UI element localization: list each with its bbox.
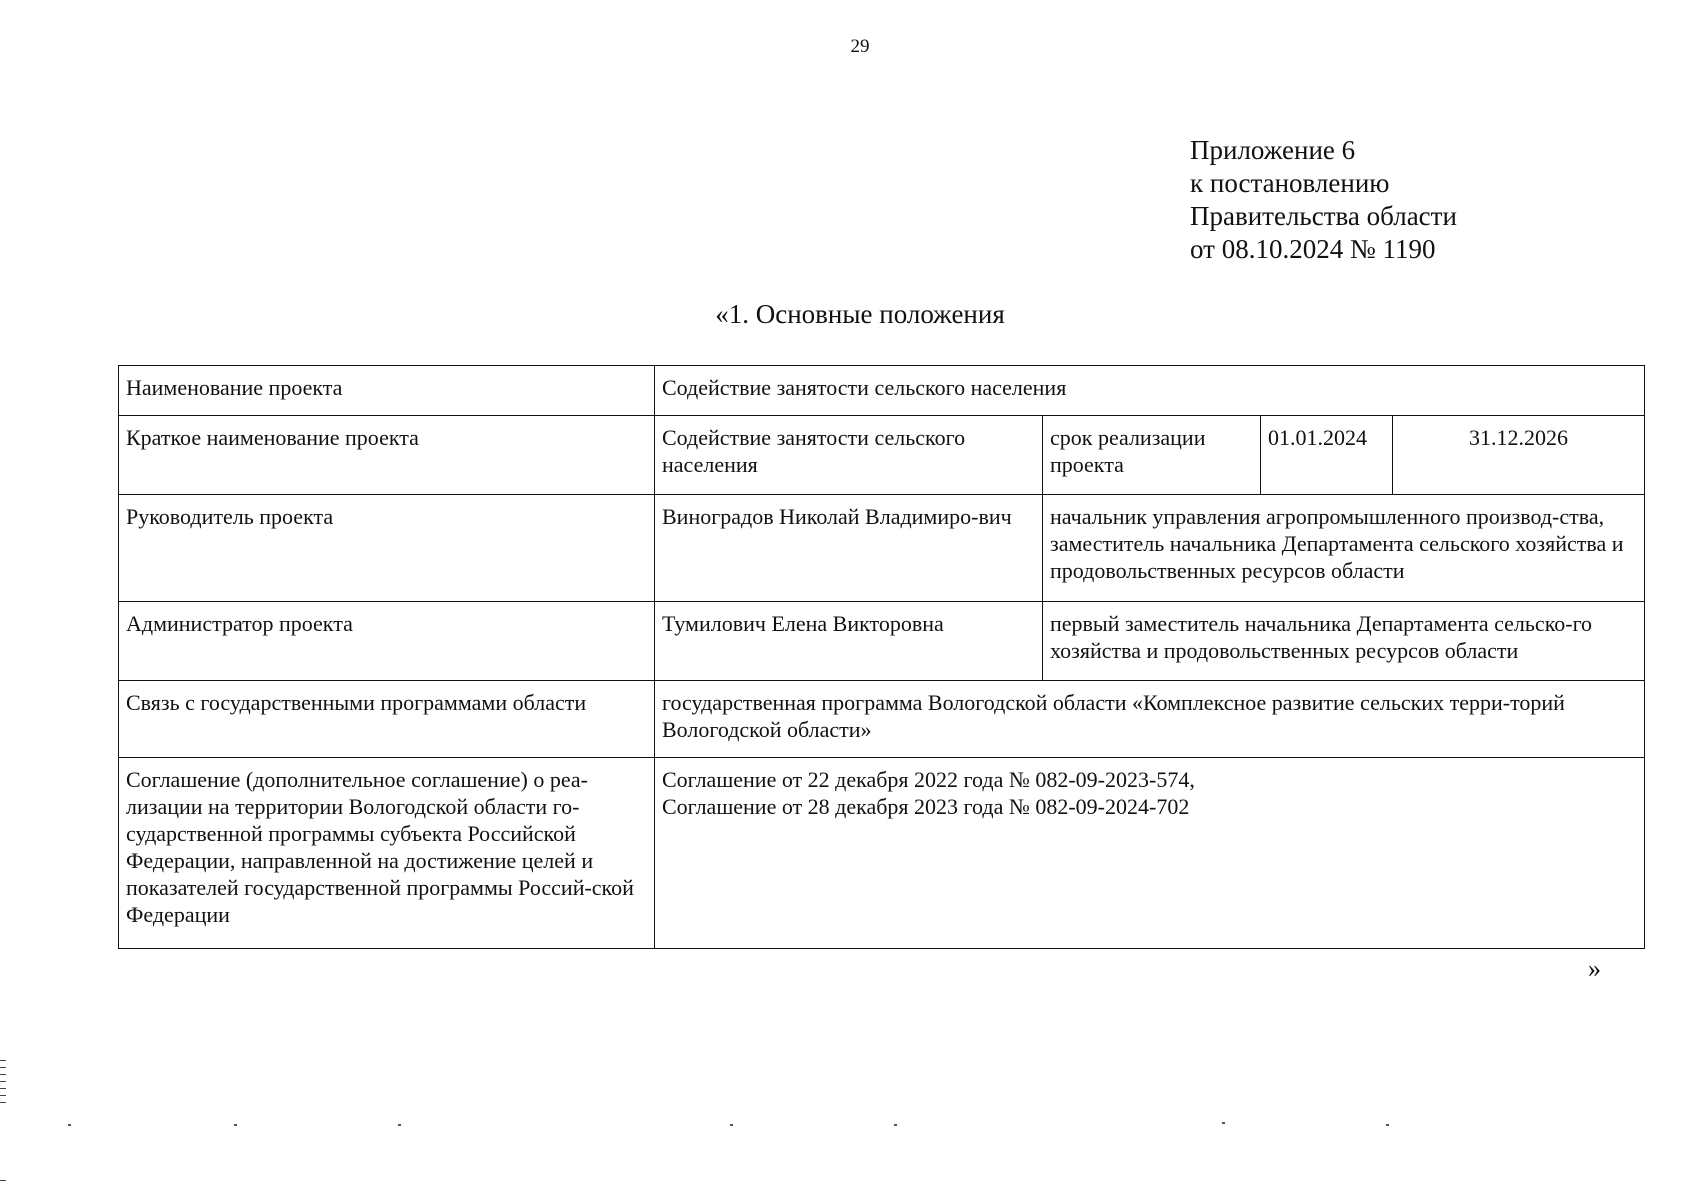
short-name-value: Содействие занятости сельского населения [655, 416, 1043, 495]
term-label: срок реализации проекта [1043, 416, 1261, 495]
scan-tick [0, 1081, 6, 1082]
scan-tick [0, 1074, 6, 1075]
project-head-position: начальник управления агропромышленного производ-ства, заместитель начальника Департамента сельского хозяйства и продовольственных ресурсов области [1043, 495, 1645, 602]
table-row-project-name [119, 366, 1645, 416]
project-head-label: Руководитель проекта [119, 495, 655, 602]
agreement-line: Соглашение от 28 декабря 2023 года № 082-09-2024-702 [662, 794, 1190, 819]
scan-dot [1222, 1122, 1225, 1124]
appendix-date-line: от 08.10.2024 № 1190 [1190, 234, 1436, 264]
scan-dot [398, 1124, 401, 1126]
scan-tick [0, 1067, 6, 1068]
appendix-line: Правительства области [1190, 201, 1457, 231]
table-row-state-programs [119, 681, 1645, 758]
scan-dot [1386, 1124, 1389, 1126]
project-admin-label: Администратор проекта [119, 602, 655, 681]
appendix-line: Приложение 6 [1190, 135, 1356, 165]
table-row-agreement [119, 758, 1645, 949]
project-admin-name: Тумилович Елена Викторовна [655, 602, 1043, 681]
state-programs-label: Связь с государственными программами области [119, 681, 655, 758]
scan-dot [730, 1124, 733, 1126]
section-title: «1. Основные положения [715, 299, 1005, 329]
scan-tick [0, 1060, 6, 1061]
scan-tick [0, 1102, 6, 1103]
start-date: 01.01.2024 [1261, 416, 1393, 495]
scan-dot [68, 1124, 71, 1126]
short-name-label: Краткое наименование проекта [119, 416, 655, 495]
project-table [118, 365, 1645, 949]
project-admin-position: первый заместитель начальника Департамента сельско-го хозяйства и продовольственных ресурсов области [1043, 602, 1645, 681]
page-number: 29 [850, 36, 870, 57]
agreement-label: Соглашение (дополнительное соглашение) о реа-лизации на территории Вологодской области го-сударственной программы субъекта Российской Федерации, направленной на достижение целей и показателей государственной программы Россий-ской Федерации [119, 758, 655, 949]
end-date: 31.12.2026 [1393, 416, 1645, 495]
state-programs-value: государственная программа Вологодской области «Комплексное развитие сельских терри-торий Вологодской области» [655, 681, 1645, 758]
table-row-project-admin [119, 602, 1645, 681]
table-row-project-head [119, 495, 1645, 602]
agreement-value [655, 758, 1645, 949]
agreement-line: Соглашение от 22 декабря 2022 года № 082-09-2023-574, [662, 767, 1195, 792]
project-head-name: Виноградов Николай Владимиро-вич [655, 495, 1043, 602]
project-name-value: Содействие занятости сельского населения [655, 366, 1645, 416]
appendix-block [1190, 134, 1457, 266]
scan-tick [0, 1088, 6, 1089]
appendix-line: к постановлению [1190, 168, 1390, 198]
scan-tick [0, 1095, 6, 1096]
scan-dot [234, 1124, 237, 1126]
scan-tick [0, 1180, 6, 1181]
scan-dot [894, 1124, 897, 1126]
table-row-short-name [119, 416, 1645, 495]
project-name-label: Наименование проекта [119, 366, 655, 416]
closing-quote: » [1588, 954, 1601, 983]
